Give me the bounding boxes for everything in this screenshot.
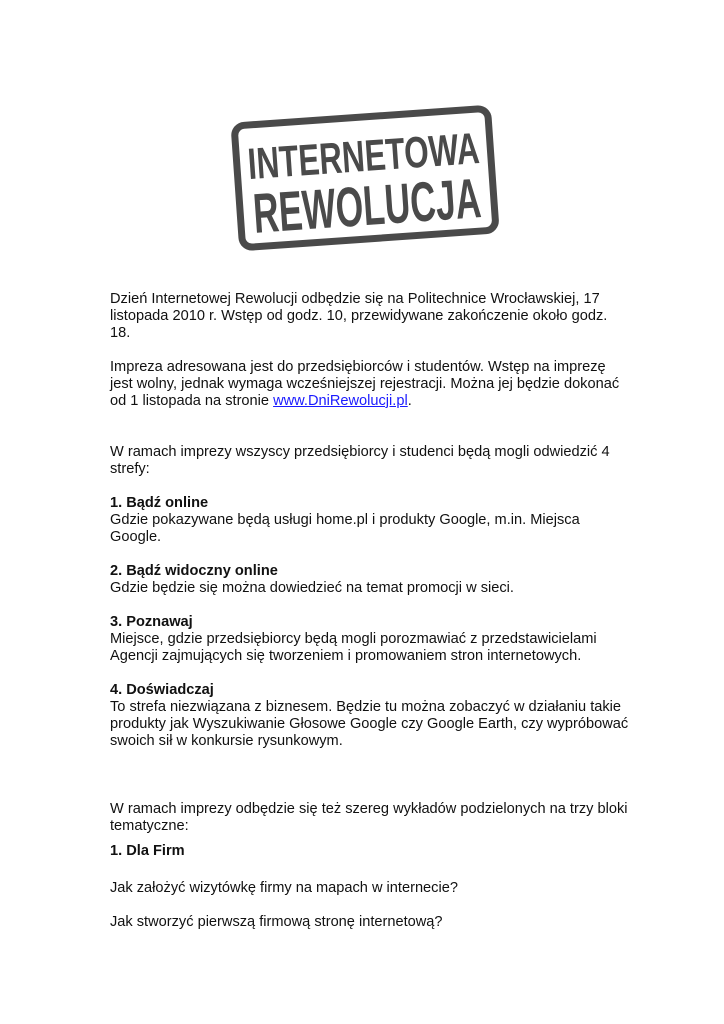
zone-2-title: 2. Bądź widoczny online — [110, 563, 278, 579]
zone-3-text: Miejsce, gdzie przedsiębiorcy będą mogli porozmawiać z przedstawicielami Agencji zajmujących się tworzeniem i promowaniem stron internetowych. — [110, 631, 597, 664]
registration-text: Impreza adresowana jest do przedsiębiorców i studentów. Wstęp na imprezę jest wolny, jednak wymaga wcześniejszej rejestracji. Można jej będzie dokonać od 1 listopada na stronie — [110, 359, 620, 409]
zone-4-title: 4. Doświadczaj — [110, 682, 214, 698]
registration-paragraph — [110, 359, 630, 410]
zone-3-title: 3. Poznawaj — [110, 614, 193, 630]
block-1-title: 1. Dla Firm — [110, 843, 185, 859]
logo-line2: REWOLUCJA — [251, 156, 500, 245]
zone-4-text: To strefa niezwiązana z biznesem. Będzie tu można zobaczyć w działaniu takie produkty jak Wyszukiwanie Głosowe Google czy Google Earth, czy wypróbować swoich sił w konkursie rysunkowym. — [110, 699, 629, 749]
logo-line1: INTERNETOWA — [246, 117, 500, 190]
lectures-intro: W ramach imprezy odbędzie się też szereg wykładów podzielonych na trzy bloki tematyczne: — [110, 801, 628, 834]
zones-intro: W ramach imprezy wszyscy przedsiębiorcy i studenci będą mogli odwiedzić 4 strefy: — [110, 444, 610, 477]
zone-2-text: Gdzie będzie się można dowiedzieć na temat promocji w sieci. — [110, 580, 514, 596]
document-body — [110, 291, 630, 931]
website-link[interactable]: www.DniRewolucji.pl — [273, 393, 408, 409]
zone-1-title: 1. Bądź online — [110, 495, 209, 511]
zone-1-text: Gdzie pokazywane będą usługi home.pl i produkty Google, m.in. Miejsca Google. — [110, 512, 580, 545]
registration-end: . — [407, 393, 412, 409]
question-1: Jak założyć wizytówkę firmy na mapach w internecie? — [110, 880, 458, 896]
internetowa-rewolucja-stamp-logo — [230, 103, 500, 251]
intro-paragraph: Dzień Internetowej Rewolucji odbędzie się na Politechnice Wrocławskiej, 17 listopada 2010 r. Wstęp od godz. 10, przewidywane zakończenie około godz. 18. — [110, 291, 608, 341]
question-2: Jak stworzyć pierwszą firmową stronę internetową? — [110, 914, 443, 930]
